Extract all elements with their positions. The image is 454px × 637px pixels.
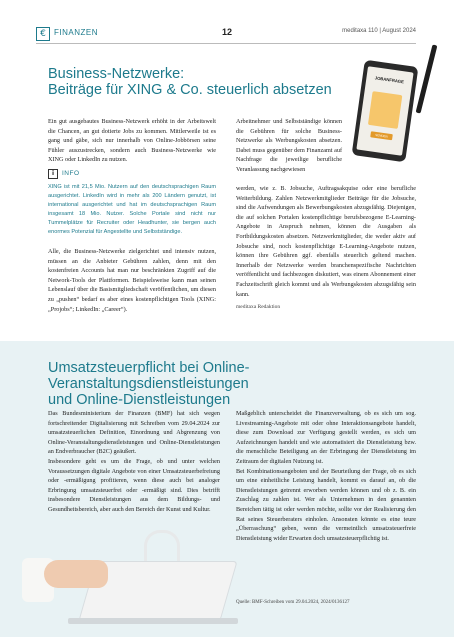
article2-title-line1: Umsatzsteuerpflicht bei Online-Veranstaltungsdienstleistungen xyxy=(48,360,250,392)
envelope-icon xyxy=(368,91,402,129)
article2-paragraph: Das Bundesministerium der Finanzen (BMF) hat sich wegen fortschreitender Digitalisierung mit Schreiben vom 29.04.2024 zur umsatzsteuerlichen Definition, Einordnung und Abgrenzung von Online-Veranstaltungsdienstleistungen und Online-Dienstleistungen an Endverbraucher (B2C) geäußert. xyxy=(48,410,220,456)
article1-col1-body xyxy=(48,247,216,314)
article1-byline: meditaxa Redaktion xyxy=(236,304,281,310)
info-label: INFO xyxy=(62,170,80,177)
article2-col1 xyxy=(48,409,220,515)
article2-paragraph: Insbesondere geht es um die Frage, ob und unter welchen Voraussetzungen digitale Angebote von einer Umsatzsteuerbefreiung oder -ermäßigung profitieren, wenn diese auch bei analoger Erbringung umsatzsteuerfrei oder -ermäßigt sind. Dies betrifft insbesondere Dienstleistungen aus dem Bildungs- und Gesundheitsbereich, aber auch den Bereich der Kunst und Kultur. xyxy=(48,457,220,513)
hand-shape xyxy=(44,560,108,588)
article1-title-line2: Beiträge für XING & Co. steuerlich absetzen xyxy=(48,82,332,98)
pen-illustration xyxy=(416,44,438,113)
magazine-issue: meditaxa 110 | August 2024 xyxy=(342,28,416,34)
article1-col2-top xyxy=(236,117,342,175)
article1-col2-body xyxy=(236,184,416,299)
article1-title xyxy=(48,66,348,98)
article2-paragraph: Maßgeblich unterscheidet die Finanzverwaltung, ob es sich um sog. Livestreaming-Angebote mit oder ohne Interaktionsangebote handelt, diese zum Download zur Verfügung gestellt werden, es sich um Aufzeichnungen handelt und wie automatisiert die Dienstleistung bzw. die menschliche Beteiligung an der Erbringung der Dienstleistung im Zeitraum der digitalen Nutzung ist. xyxy=(236,410,416,465)
page-header xyxy=(36,27,416,41)
article1-title-line1: Business-Netzwerke: xyxy=(48,66,185,82)
article1-paragraph: Alle, die Business-Netzwerke zielgerichtet und intensiv nutzen, müssen an die Anbieter Gebühren zahlen, denn mit den kostenfreien Accounts hat man nur beschränkten Zugriff auf die Network-Tools der Plattformen. Beispielsweise kann man seinen Lebenslauf über die Basismitgliedschaft veröffentlichen, um diesen zu „pushen“ bedarf es aber eines kostenpflichtigen Tools (XING: „Projobs“; LinkedIn: „Career“). xyxy=(48,248,216,313)
phone-screen-title: JOBANFRAGE xyxy=(374,75,405,85)
article1-paragraph: Arbeitnehmer und Selbstständige können die Gebühren für solche Business-Netzwerke als Werbungskosten absetzen. Dabei muss gegenüber dem Finanzamt auf Nachfrage die jeweilige berufliche Veranlassung nachgewiesen xyxy=(236,118,342,173)
header-divider xyxy=(36,43,416,44)
smartphone-illustration xyxy=(352,60,419,163)
article2-source: Quelle: BMF-Schreiben vom 29.04.2024, 2024/0136127 xyxy=(236,600,350,605)
article2-title xyxy=(48,360,428,408)
page-number: 12 xyxy=(222,27,233,37)
laptop-base-shape xyxy=(68,618,238,624)
article2-col2 xyxy=(236,409,416,543)
article2-paragraph: Bei Kombinationsangeboten und der Beurteilung der Frage, ob es sich um eine einheitliche Leistung handelt, kommt es darauf an, ob die Dienstleistungen getrennt erworben werden können und ob z. B. ein Zuschlag zu zahlen ist. Wer als Unternehmen in den genannten Bereichen tätig ist oder werden möchte, sollte vor der Realisierung den Rat seines Steuerberaters einholen. Ansonsten könnte es eine teure „Überraschung“ geben, wenn die vermeintlich umsatzsteuerfreie Dienstleistung wider Erwarten doch umsatzsteuerpflichtig ist. xyxy=(236,467,416,542)
article1-paragraph: werden, wie z. B. Jobsuche, Auftragsakquise oder eine berufliche Weiterbildung. Zahlen Netzwerkmitglieder Beiträge für die Jobsuche, sind die Aufwendungen als Bewerbungskosten abzugsfähig. Diejenigen, die auf solchen Portalen kostenpflichtige berufsbezogene E-Learning-Angebote in Anspruch nehmen, können die Ausgaben als Fortbildungskosten absetzen. Netzwerkmitglieder, die weder aktiv auf Jobsuche sind, noch kostenpflichtige E-Learning-Angebote nutzen, können ihre Gebühren ggf. ebenfalls steuerlich geltend machen. Innerhalb der Netzwerke werden branchenspezifische Nachrichten veröffentlicht und fachbezogen diskutiert, was einem Abonnement einer Fachzeitschrift gleich kommt und als Werbungskosten abzugsfähig sein kann. xyxy=(236,185,416,298)
mug-handle-shape xyxy=(144,530,180,561)
article1-paragraph: Ein gut ausgebautes Business-Netzwerk erhöht in der Arbeitswelt die Chancen, an gut dotierte Jobs zu kommen. Mittlerweile ist es gang und gäbe, sich nur innerhalb von Online-Jobbörsen seine Fühler auszustrecken, sondern auch Business-Netzwerke wie XING oder LinkedIn zu nutzen. xyxy=(48,118,216,164)
section-label: FINANZEN xyxy=(54,28,98,37)
article1-col1-intro xyxy=(48,117,216,165)
phone-screen xyxy=(356,66,413,156)
info-text: XING ist mit 21,5 Mio. Nutzern auf den deutschsprachigen Raum ausgerichtet. LinkedIn wird in mehr als 200 Ländern genutzt, ist international ausgerichtet und hat im deutschsprachigen Raum insgesamt 18 Mio. Nutzer. Solche Portale sind nicht nur Tummelplätze für Recruiter oder Headhunter, sie bergen auch enormes Potenzial für Angestellte und Selbstständige. xyxy=(48,184,216,235)
laptop-hand-illustration xyxy=(28,530,238,630)
phone-send-badge: SENDEN xyxy=(370,131,393,140)
euro-icon: € xyxy=(36,27,50,41)
info-icon: i xyxy=(48,169,58,179)
info-header xyxy=(48,169,216,179)
article2-title-line2: und Online-Dienstleistungen xyxy=(48,392,231,408)
